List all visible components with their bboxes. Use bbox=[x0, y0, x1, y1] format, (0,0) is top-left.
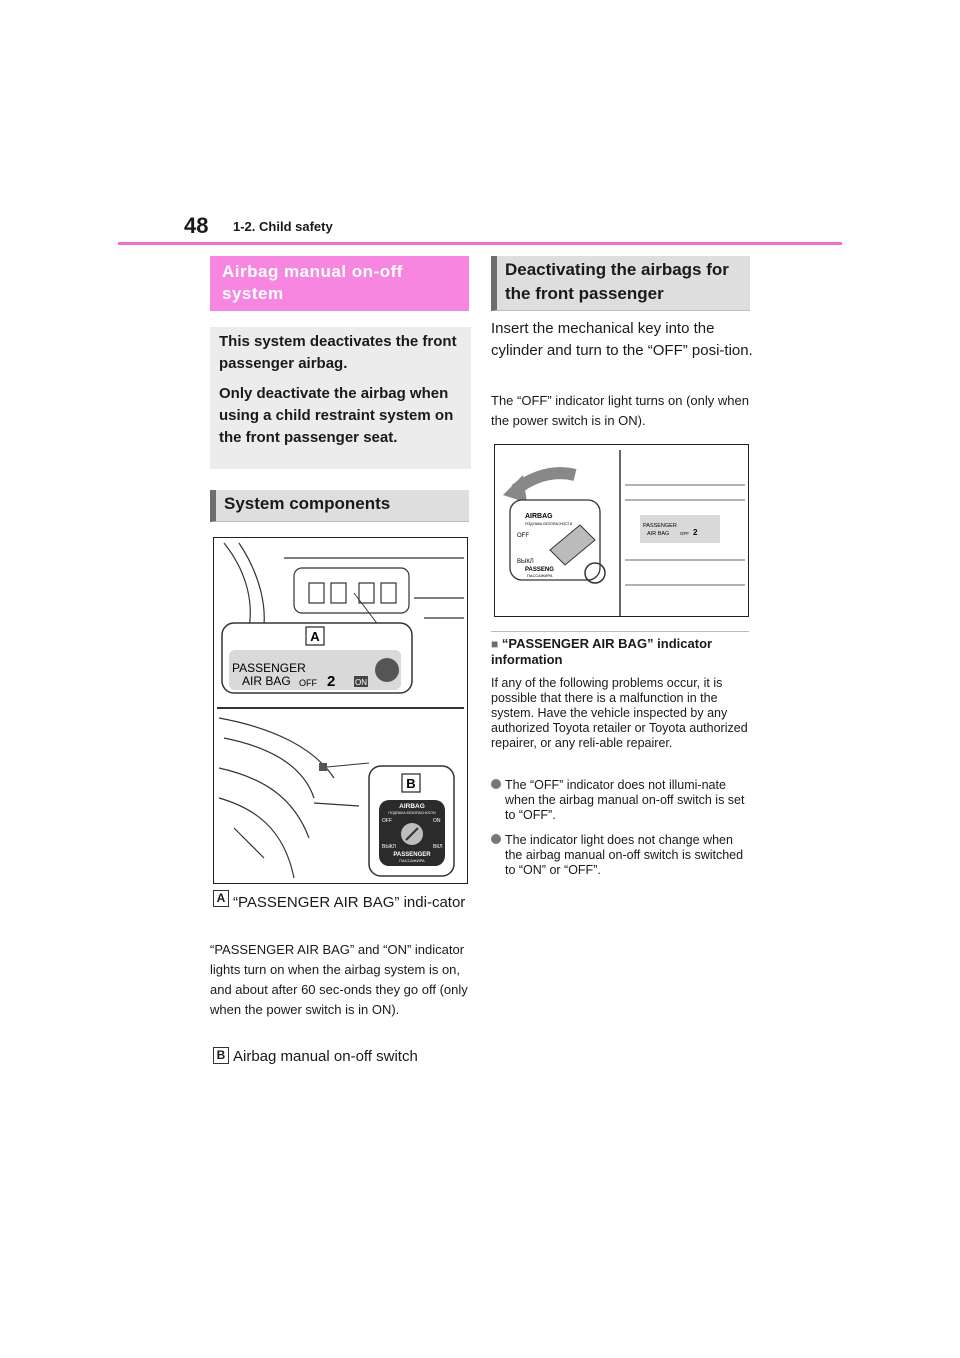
switch-podushka-text: ПОДУШКА БЕЗОПАСНОСТИ bbox=[388, 811, 436, 815]
bullet-item-2 bbox=[491, 833, 753, 878]
bullet-text-2: The indicator light does not change when the airbag manual on-off switch is switched to “ON” or “OFF”. bbox=[505, 833, 744, 877]
section-title: 1-2. Child safety bbox=[233, 219, 333, 234]
item-a-text: “PASSENGER AIR BAG” indi-cator bbox=[233, 894, 466, 911]
switch-on-text: ON bbox=[433, 818, 441, 824]
info-rule bbox=[491, 631, 749, 632]
passenger-text: PASSENGER bbox=[232, 661, 306, 675]
air-bag-text: AIR BAG bbox=[242, 674, 291, 688]
switch-passenger-text: PASSENGER bbox=[393, 852, 431, 858]
switch-vykl-text: ВЫКЛ bbox=[382, 844, 396, 850]
intro-line-2: Only deactivate the airbag when using a child restraint system on the front passenger seat. bbox=[219, 385, 454, 446]
key-passazhira-text: ПАССАЖИРА bbox=[527, 573, 553, 578]
key-seat-number: 2 bbox=[693, 528, 698, 537]
deactivating-heading: Deactivating the airbags for the front passenger bbox=[491, 256, 750, 311]
key-airbag-text: AIRBAG bbox=[525, 513, 553, 520]
switch-off-text: OFF bbox=[382, 818, 392, 824]
key-figure bbox=[494, 444, 749, 617]
key-passenger-text: PASSENGER bbox=[643, 523, 677, 529]
info-text: If any of the following problems occur, it is possible that there is a malfunction in the system. Have the vehicle inspected by any authorized Toyota retailer or Toyota authorized repairer, or any reli-able repairer. bbox=[491, 676, 748, 750]
on-indicator-text: ON bbox=[355, 678, 367, 687]
key-illustration bbox=[495, 445, 748, 616]
airbag-system-heading: Airbag manual on-off system bbox=[210, 256, 469, 311]
header-rule bbox=[118, 242, 842, 245]
instruction-note: The “OFF” indicator light turns on (only when the power switch is in ON). bbox=[491, 393, 749, 428]
key-podushka-text: ПОДУШКА БЕЗОПАСНОСТИ bbox=[525, 522, 573, 526]
item-a-note: “PASSENGER AIR BAG” and “ON” indicator lights turn on when the airbag system is on, and about after 60 sec-onds they go off (only when the power switch is in ON). bbox=[210, 942, 468, 1017]
components-heading: System components bbox=[210, 490, 469, 522]
key-air-bag-text: AIR BAG bbox=[647, 531, 670, 537]
key-off-indicator-text: OFF bbox=[680, 531, 689, 536]
switch-airbag-text: AIRBAG bbox=[399, 803, 425, 810]
intro-box bbox=[210, 327, 471, 469]
components-figure bbox=[213, 537, 468, 884]
components-illustration bbox=[214, 538, 467, 883]
bullet-dot-icon bbox=[491, 834, 501, 844]
airbag-on-icon bbox=[375, 658, 399, 682]
bullet-text-1: The “OFF” indicator does not illumi-nate when the airbag manual on-off switch is set to “OFF”. bbox=[505, 778, 745, 822]
label-b: B bbox=[406, 776, 416, 791]
info-heading bbox=[491, 636, 753, 668]
key-vykl-text: ВЫКЛ bbox=[517, 559, 534, 565]
instruction-text: Insert the mechanical key into the cylinder and turn to the “OFF” posi-tion. bbox=[491, 320, 753, 359]
intro-line-1: This system deactivates the front passenger airbag. bbox=[219, 333, 457, 372]
item-a-marker: A bbox=[213, 890, 229, 907]
bullet-item-1 bbox=[491, 778, 753, 823]
off-indicator-text: OFF bbox=[299, 678, 317, 688]
square-bullet-icon: ■ bbox=[491, 637, 499, 651]
switch-vkl-text: ВКЛ bbox=[433, 844, 443, 850]
seat-number: 2 bbox=[327, 673, 336, 690]
info-heading-text: “PASSENGER AIR BAG” indicator information bbox=[491, 636, 713, 667]
switch-passazhira-text: ПАССАЖИРА bbox=[399, 858, 425, 863]
page-number: 48 bbox=[184, 213, 209, 238]
key-passeng-text: PASSENG bbox=[525, 567, 554, 573]
key-off-text: OFF bbox=[517, 533, 529, 539]
bullet-dot-icon bbox=[491, 779, 501, 789]
item-b-text: Airbag manual on-off switch bbox=[233, 1048, 418, 1065]
label-a: A bbox=[310, 629, 320, 644]
item-b-marker: B bbox=[213, 1047, 229, 1064]
